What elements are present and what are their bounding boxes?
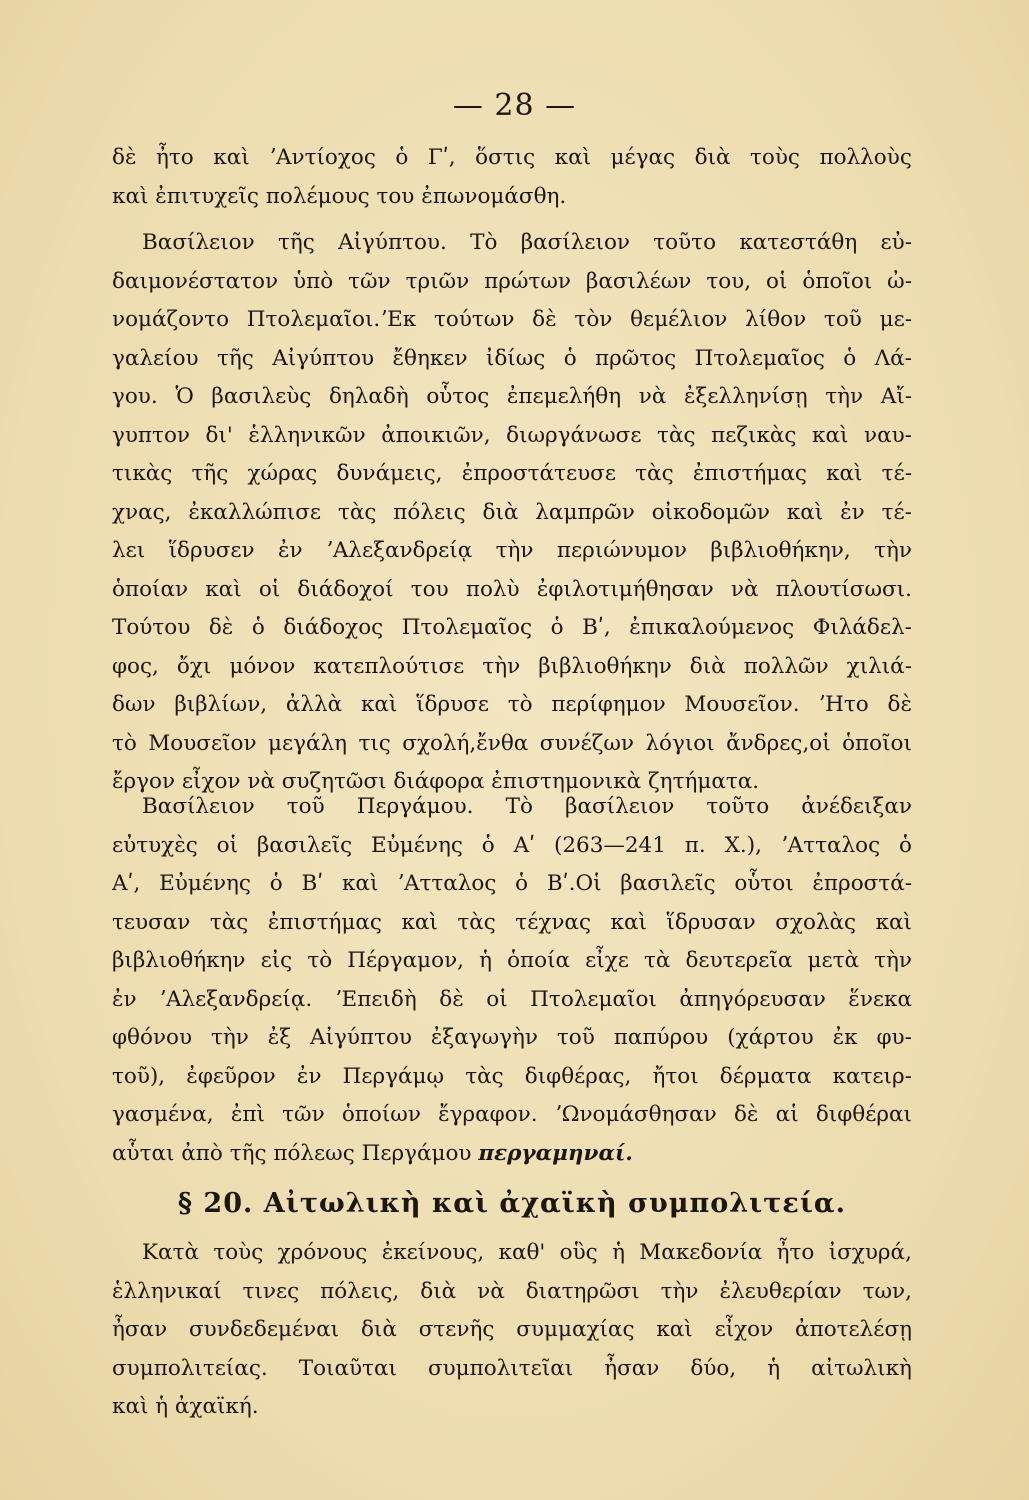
text-line: λει ἵδρυσεν ἐν ʼΑλεξανδρείᾳ τὴν περιώνυμον βιβλιοθήκην, τὴν xyxy=(112,538,912,563)
paragraph-leagues xyxy=(112,1234,912,1427)
text-line: εὐτυχὲς οἱ βασιλεῖς Εὐμένης ὁ Αʹ (263—241 π. Χ.), ʼΑτταλος ὁ xyxy=(112,832,912,858)
text-line: γασμένα, ἐπὶ τῶν ὁποίων ἔγραφον. ʼΩνομάσθησαν δὲ αἱ διφθέραι xyxy=(112,1102,912,1127)
text-line: τοῦ), ἐφεῦρον ἐν Περγάμῳ τὰς διφθέρας, ἤτοι δέρματα κατειρ- xyxy=(112,1063,912,1089)
text-line: δαιμονέστατον ὑπὸ τῶν τριῶν πρώτων βασιλέων του, οἱ ὁποῖοι ὠ- xyxy=(112,268,912,294)
text-line: φος, ὄχι μόνον κατεπλούτισε τὴν βιβλιοθήκην διὰ πολλῶν χιλιά- xyxy=(112,653,912,679)
text-line: τικὰς τῆς χώρας δυνάμεις, ἐπροστάτευσε τὰς ἐπιστήμας καὶ τέ- xyxy=(112,461,912,486)
section-heading: § 20. Αἰτωλικὴ καὶ ἀχαϊκὴ συμπολιτεία. xyxy=(177,1188,847,1219)
text-line: δὲ ἦτο καὶ ʼΑντίοχος ὁ Γʹ, ὅστις καὶ μέγας διὰ τοὺς πολλοὺς xyxy=(112,145,912,170)
text-line: τευσαν τὰς ἐπιστήμας καὶ τὰς τέχνας καὶ ἵδρυσαν σχολὰς καὶ xyxy=(112,909,912,935)
text-line-last xyxy=(112,1135,912,1174)
text-line: Βασίλειον τῆς Αἰγύπτου. Τὸ βασίλειον τοῦτο κατεστάθη εὐ- xyxy=(142,230,912,255)
text-line: χνας, ἐκαλλώπισε τὰς πόλεις διὰ λαμπρῶν οἰκοδομῶν καὶ ἐν τέ- xyxy=(112,499,912,525)
text-line: τὸ Μουσεῖον μεγάλη τις σχολή,ἔνθα συνέζων λόγιοι ἄνδρες,οἱ ὁποῖοι xyxy=(112,730,912,756)
text-line: Βασίλειον τοῦ Περγάμου. Τὸ βασίλειον τοῦτο ἀνέδειξαν xyxy=(142,794,912,819)
text-line: ἔργον εἶχον νὰ συζητῶσι διάφορα ἐπιστημονικὰ ζητήματα. xyxy=(112,769,760,794)
text-line: νομάζοντο Πτολεμαῖοι.ʼΕκ τούτων δὲ τὸν θεμέλιον λίθον τοῦ με- xyxy=(112,307,912,332)
text-line: καὶ ἡ ἀχαϊκή. xyxy=(112,1394,259,1419)
text-line: καὶ ἐπιτυχεῖς πολέμους του ἐπωνομάσθη. xyxy=(112,183,567,209)
emphasized-term: περγαμηναί. xyxy=(478,1140,633,1166)
text-line: φθόνου τὴν ἐξ Αἰγύπτου ἐξαγωγὴν τοῦ παπύρου (χάρτου ἐκ φυ- xyxy=(112,1025,912,1050)
paragraph-continuation xyxy=(112,139,912,216)
text-line: Τούτου δὲ ὁ διάδοχος Πτολεμαῖος ὁ Βʹ, ἐπικαλούμενος Φιλάδελ- xyxy=(112,615,912,640)
text-line: ἐν ʼΑλεξανδρείᾳ. ʼΕπειδὴ δὲ οἱ Πτολεμαῖοι ἀπηγόρευσαν ἕνεκα xyxy=(112,986,912,1012)
text-line: βιβλιοθήκην εἰς τὸ Πέργαμον, ἡ ὁποία εἶχε τὰ δευτερεῖα μετὰ τὴν xyxy=(112,948,912,973)
text-line: γου. Ὁ βασιλεὺς δηλαδὴ οὗτος ἐπεμελήθη νὰ ἐξελληνίσῃ τὴν Αἴ- xyxy=(112,384,912,409)
text-run: αὗται ἀπὸ τῆς πόλεως Περγάμου xyxy=(112,1140,479,1166)
text-line: ἦσαν συνδεδεμέναι διὰ στενῆς συμμαχίας καὶ εἶχον ἀποτελέσῃ xyxy=(112,1317,912,1342)
text-line: δων βιβλίων, ἀλλὰ καὶ ἵδρυσε τὸ περίφημον Μουσεῖον. ʼΗτο δὲ xyxy=(112,692,912,717)
page-number: — 28 — xyxy=(452,88,577,123)
text-line: Κατὰ τοὺς χρόνους ἐκείνους, καθ' οὓς ἡ Μακεδονία ἦτο ἰσχυρά, xyxy=(142,1240,912,1265)
paragraph-egypt xyxy=(112,224,912,802)
paragraph-pergamon xyxy=(112,788,912,1173)
text-line: γαλείου τῆς Αἰγύπτου ἔθηκεν ἰδίως ὁ πρῶτος Πτολεμαῖος ὁ Λά- xyxy=(112,345,912,371)
text-line: συμπολιτείας. Τοιαῦται συμπολιτεῖαι ἦσαν δύο, ἡ αἰτωλικὴ xyxy=(112,1355,912,1381)
text-line: Αʹ, Εὐμένης ὁ Βʹ καὶ ʼΑτταλος ὁ Βʹ.Οἱ βασιλεῖς οὗτοι ἐπροστά- xyxy=(112,871,912,896)
text-line: γυπτον δι' ἑλληνικῶν ἀποικιῶν, διωργάνωσε τὰς πεζικὰς καὶ ναυ- xyxy=(112,422,912,448)
text-line: ἑλληνικαί τινες πόλεις, διὰ νὰ διατηρῶσι τὴν ἐλευθερίαν των, xyxy=(112,1278,912,1304)
text-line: ὁποίαν καὶ οἱ διάδοχοί του πολὺ ἐφιλοτιμήθησαν νὰ πλουτίσωσι. xyxy=(112,576,912,602)
